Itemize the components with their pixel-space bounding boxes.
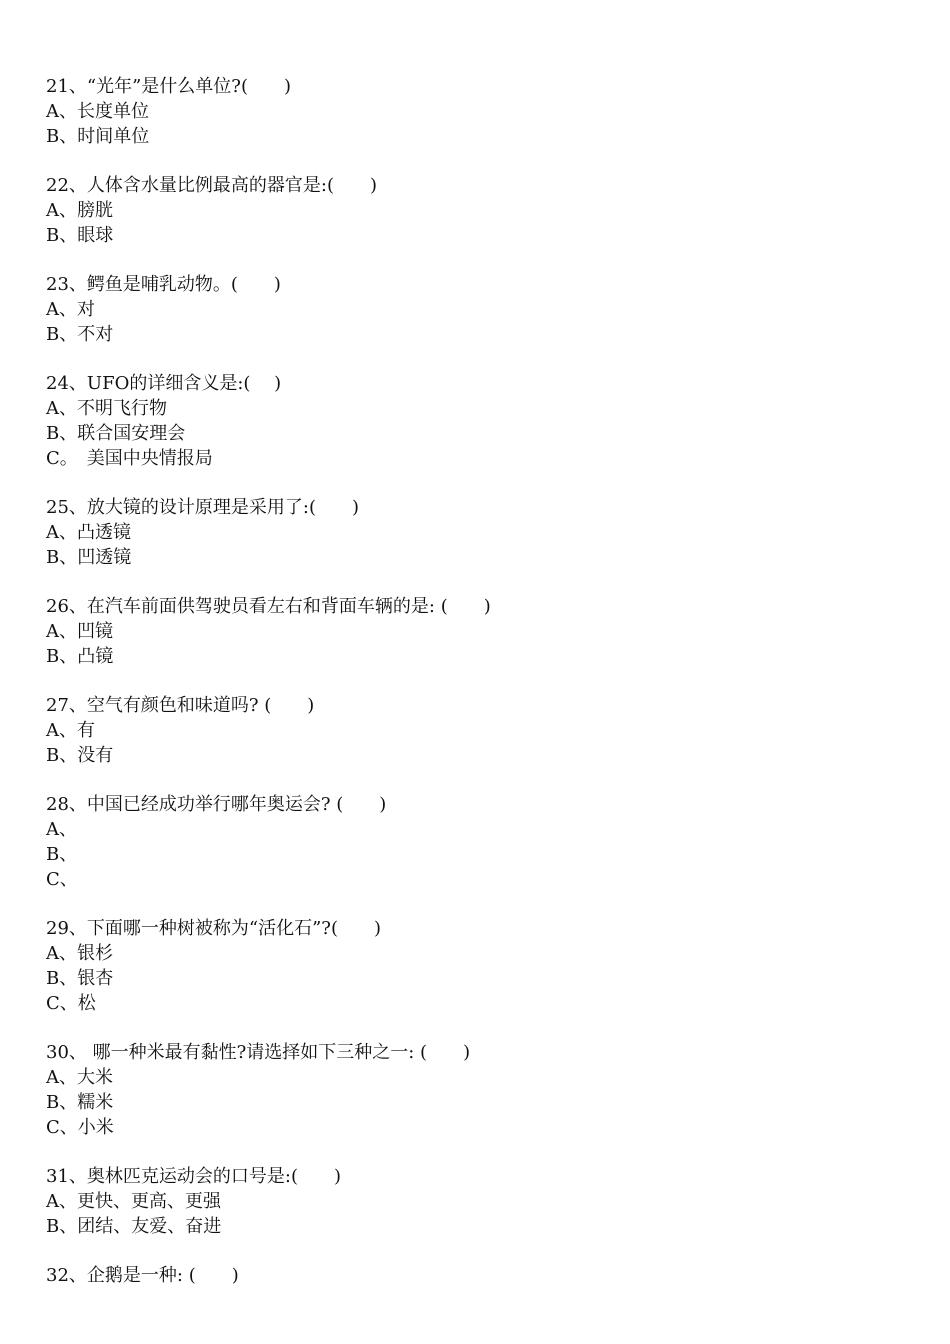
- question-28: [46, 792, 916, 892]
- option-a: A、膀胱: [46, 200, 113, 221]
- question-stem: 27、空气有颜色和味道吗? ( ): [46, 695, 315, 716]
- question-stem: 22、人体含水量比例最高的器官是:( ): [46, 175, 378, 196]
- option-a: A、有: [46, 720, 95, 741]
- question-stem: 28、中国已经成功举行哪年奥运会? ( ): [46, 794, 387, 815]
- option-b: B、团结、友爱、奋进: [46, 1216, 222, 1237]
- option-b: B、凹透镜: [46, 547, 132, 568]
- question-21: [46, 74, 916, 149]
- option-a: A、: [46, 819, 77, 840]
- option-b: B、不对: [46, 324, 114, 345]
- option-c: C、小米: [46, 1117, 114, 1138]
- question-32: [46, 1263, 916, 1288]
- option-c: C。 美国中央情报局: [46, 448, 213, 469]
- question-stem: 29、下面哪一种树被称为“活化石”?( ): [46, 918, 382, 939]
- question-26: [46, 594, 916, 669]
- question-24: [46, 371, 916, 471]
- question-stem: 21、“光年”是什么单位?( ): [46, 76, 292, 97]
- option-a: A、不明飞行物: [46, 398, 167, 419]
- quiz-page: [46, 74, 916, 1312]
- option-b: B、: [46, 844, 78, 865]
- option-b: B、联合国安理会: [46, 423, 186, 444]
- question-stem: 23、鳄鱼是哺乳动物。( ): [46, 274, 281, 295]
- question-22: [46, 173, 916, 248]
- question-stem: 31、奥林匹克运动会的口号是:( ): [46, 1166, 342, 1187]
- option-b: B、时间单位: [46, 126, 150, 147]
- question-stem: 30、 哪一种米最有黏性?请选择如下三种之一: ( ): [46, 1042, 471, 1063]
- question-stem: 24、UFO的详细含义是:( ): [46, 373, 282, 394]
- question-stem: 25、放大镜的设计原理是采用了:( ): [46, 497, 360, 518]
- option-b: B、糯米: [46, 1092, 114, 1113]
- question-29: [46, 916, 916, 1016]
- option-a: A、凹镜: [46, 621, 113, 642]
- option-c: C、: [46, 869, 78, 890]
- option-a: A、大米: [46, 1067, 113, 1088]
- option-b: B、银杏: [46, 968, 114, 989]
- option-a: A、凸透镜: [46, 522, 131, 543]
- option-c: C、松: [46, 993, 96, 1014]
- question-stem: 32、企鹅是一种: ( ): [46, 1265, 239, 1286]
- option-a: A、对: [46, 299, 95, 320]
- question-stem: 26、在汽车前面供驾驶员看左右和背面车辆的是: ( ): [46, 596, 491, 617]
- option-b: B、眼球: [46, 225, 114, 246]
- option-a: A、更快、更高、更强: [46, 1191, 221, 1212]
- question-27: [46, 693, 916, 768]
- option-b: B、凸镜: [46, 646, 114, 667]
- option-a: A、银杉: [46, 943, 113, 964]
- option-b: B、没有: [46, 745, 114, 766]
- option-a: A、长度单位: [46, 101, 149, 122]
- question-23: [46, 272, 916, 347]
- question-31: [46, 1164, 916, 1239]
- question-30: [46, 1040, 916, 1140]
- question-25: [46, 495, 916, 570]
